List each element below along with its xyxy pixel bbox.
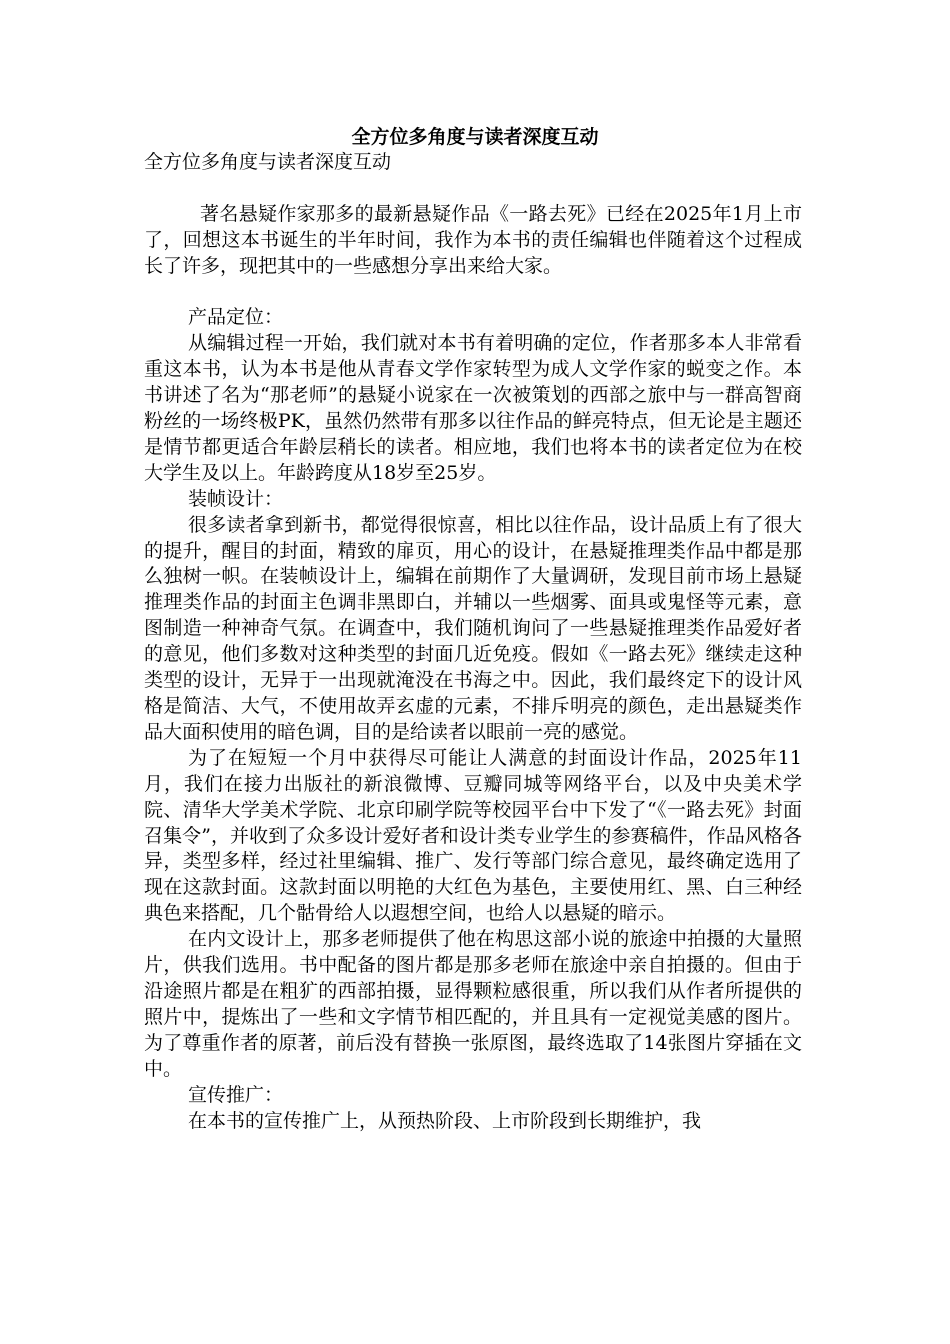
paragraph: 为了在短短一个月中获得尽可能让人满意的封面设计作品，2025年11月，我们在接力出版社的新浪微博、豆瓣同城等网络平台，以及中央美术学院、清华大学美术学院、北京印刷学院等校园平台中下发了“《一路去死》封面召集令”，并收到了众多设计爱好者和设计类专业学生的参赛稿件，作品风格各异，类型多样，经过社里编辑、推广、发行等部门综合意见，最终确定选用了现在这款封面。这款封面以明艳的大红色为基色，主要使用红、黑、白三种经典色来搭配，几个骷骨给人以遐想空间，也给人以悬疑的暗示。 (144, 746, 802, 925)
paragraph: 在本书的宣传推广上，从预热阶段、上市阶段到长期维护，我 (188, 1109, 702, 1132)
blank-line (144, 176, 802, 202)
paragraph: 很多读者拿到新书，都觉得很惊喜，相比以往作品，设计品质上有了很大的提升，醒目的封面，精致的扉页，用心的设计，在悬疑推理类作品中都是那么独树一帜。在装帧设计上，编辑在前期作了大量调研，发现目前市场上悬疑推理类作品的封面主色调非黑即白，并辅以一些烟雾、面具或鬼怪等元素，意图制造一种神奇气氛。在调查中，我们随机询问了一些悬疑推理类作品爱好者的意见，他们多数对这种类型的封面几近免疫。假如《一路去死》继续走这种类型的设计，无异于一出现就淹没在书海之中。因此，我们最终定下的设计风格是简洁、大气，不使用故弄玄虚的元素，不排斥明亮的颜色，走出悬疑类作品大面积使用的暗色调，目的是给读者以眼前一亮的感觉。 (144, 513, 802, 743)
paragraph: 在内文设计上，那多老师提供了他在构思这部小说的旅途中拍摄的大量照片，供我们选用。书中配备的图片都是那多老师在旅途中亲自拍摄的。但由于沿途照片都是在粗犷的西部拍摄，显得颗粒感很重，所以我们从作者所提供的照片中，提炼出了一些和文字情节相匹配的，并且具有一定视觉美感的图片。为了尊重作者的原著，前后没有替换一张原图，最终选取了14张图片穿插在文中。 (144, 928, 802, 1080)
document-subtitle: 全方位多角度与读者深度互动 (144, 151, 392, 173)
section-heading-promotion: 宣传推广： (188, 1083, 284, 1106)
section-heading-positioning: 产品定位： (188, 306, 284, 329)
intro-paragraph: 著名悬疑作家那多的最新悬疑作品《一路去死》已经在2025年1月上市了，回想这本书诞生的半年时间，我作为本书的责任编辑也伴随着这个过程成长了许多，现把其中的一些感想分享出来给大家。 (144, 202, 802, 277)
paragraph: 从编辑过程一开始，我们就对本书有着明确的定位，作者那多本人非常看重这本书，认为本书是他从青春文学作家转型为成人文学作家的蜕变之作。本书讲述了名为“那老师”的悬疑小说家在一次被策划的西部之旅中与一群高智商粉丝的一场终极PK，虽然仍然带有那多以往作品的鲜亮特点，但无论是主题还是情节都更适合年龄层稍长的读者。相应地，我们也将本书的读者定位为在校大学生及以上。年龄跨度从18岁至25岁。 (144, 332, 802, 484)
blank-line (144, 280, 802, 306)
document-title: 全方位多角度与读者深度互动 (351, 126, 599, 148)
section-heading-design: 装帧设计： (188, 487, 284, 510)
document-body (144, 150, 802, 1134)
